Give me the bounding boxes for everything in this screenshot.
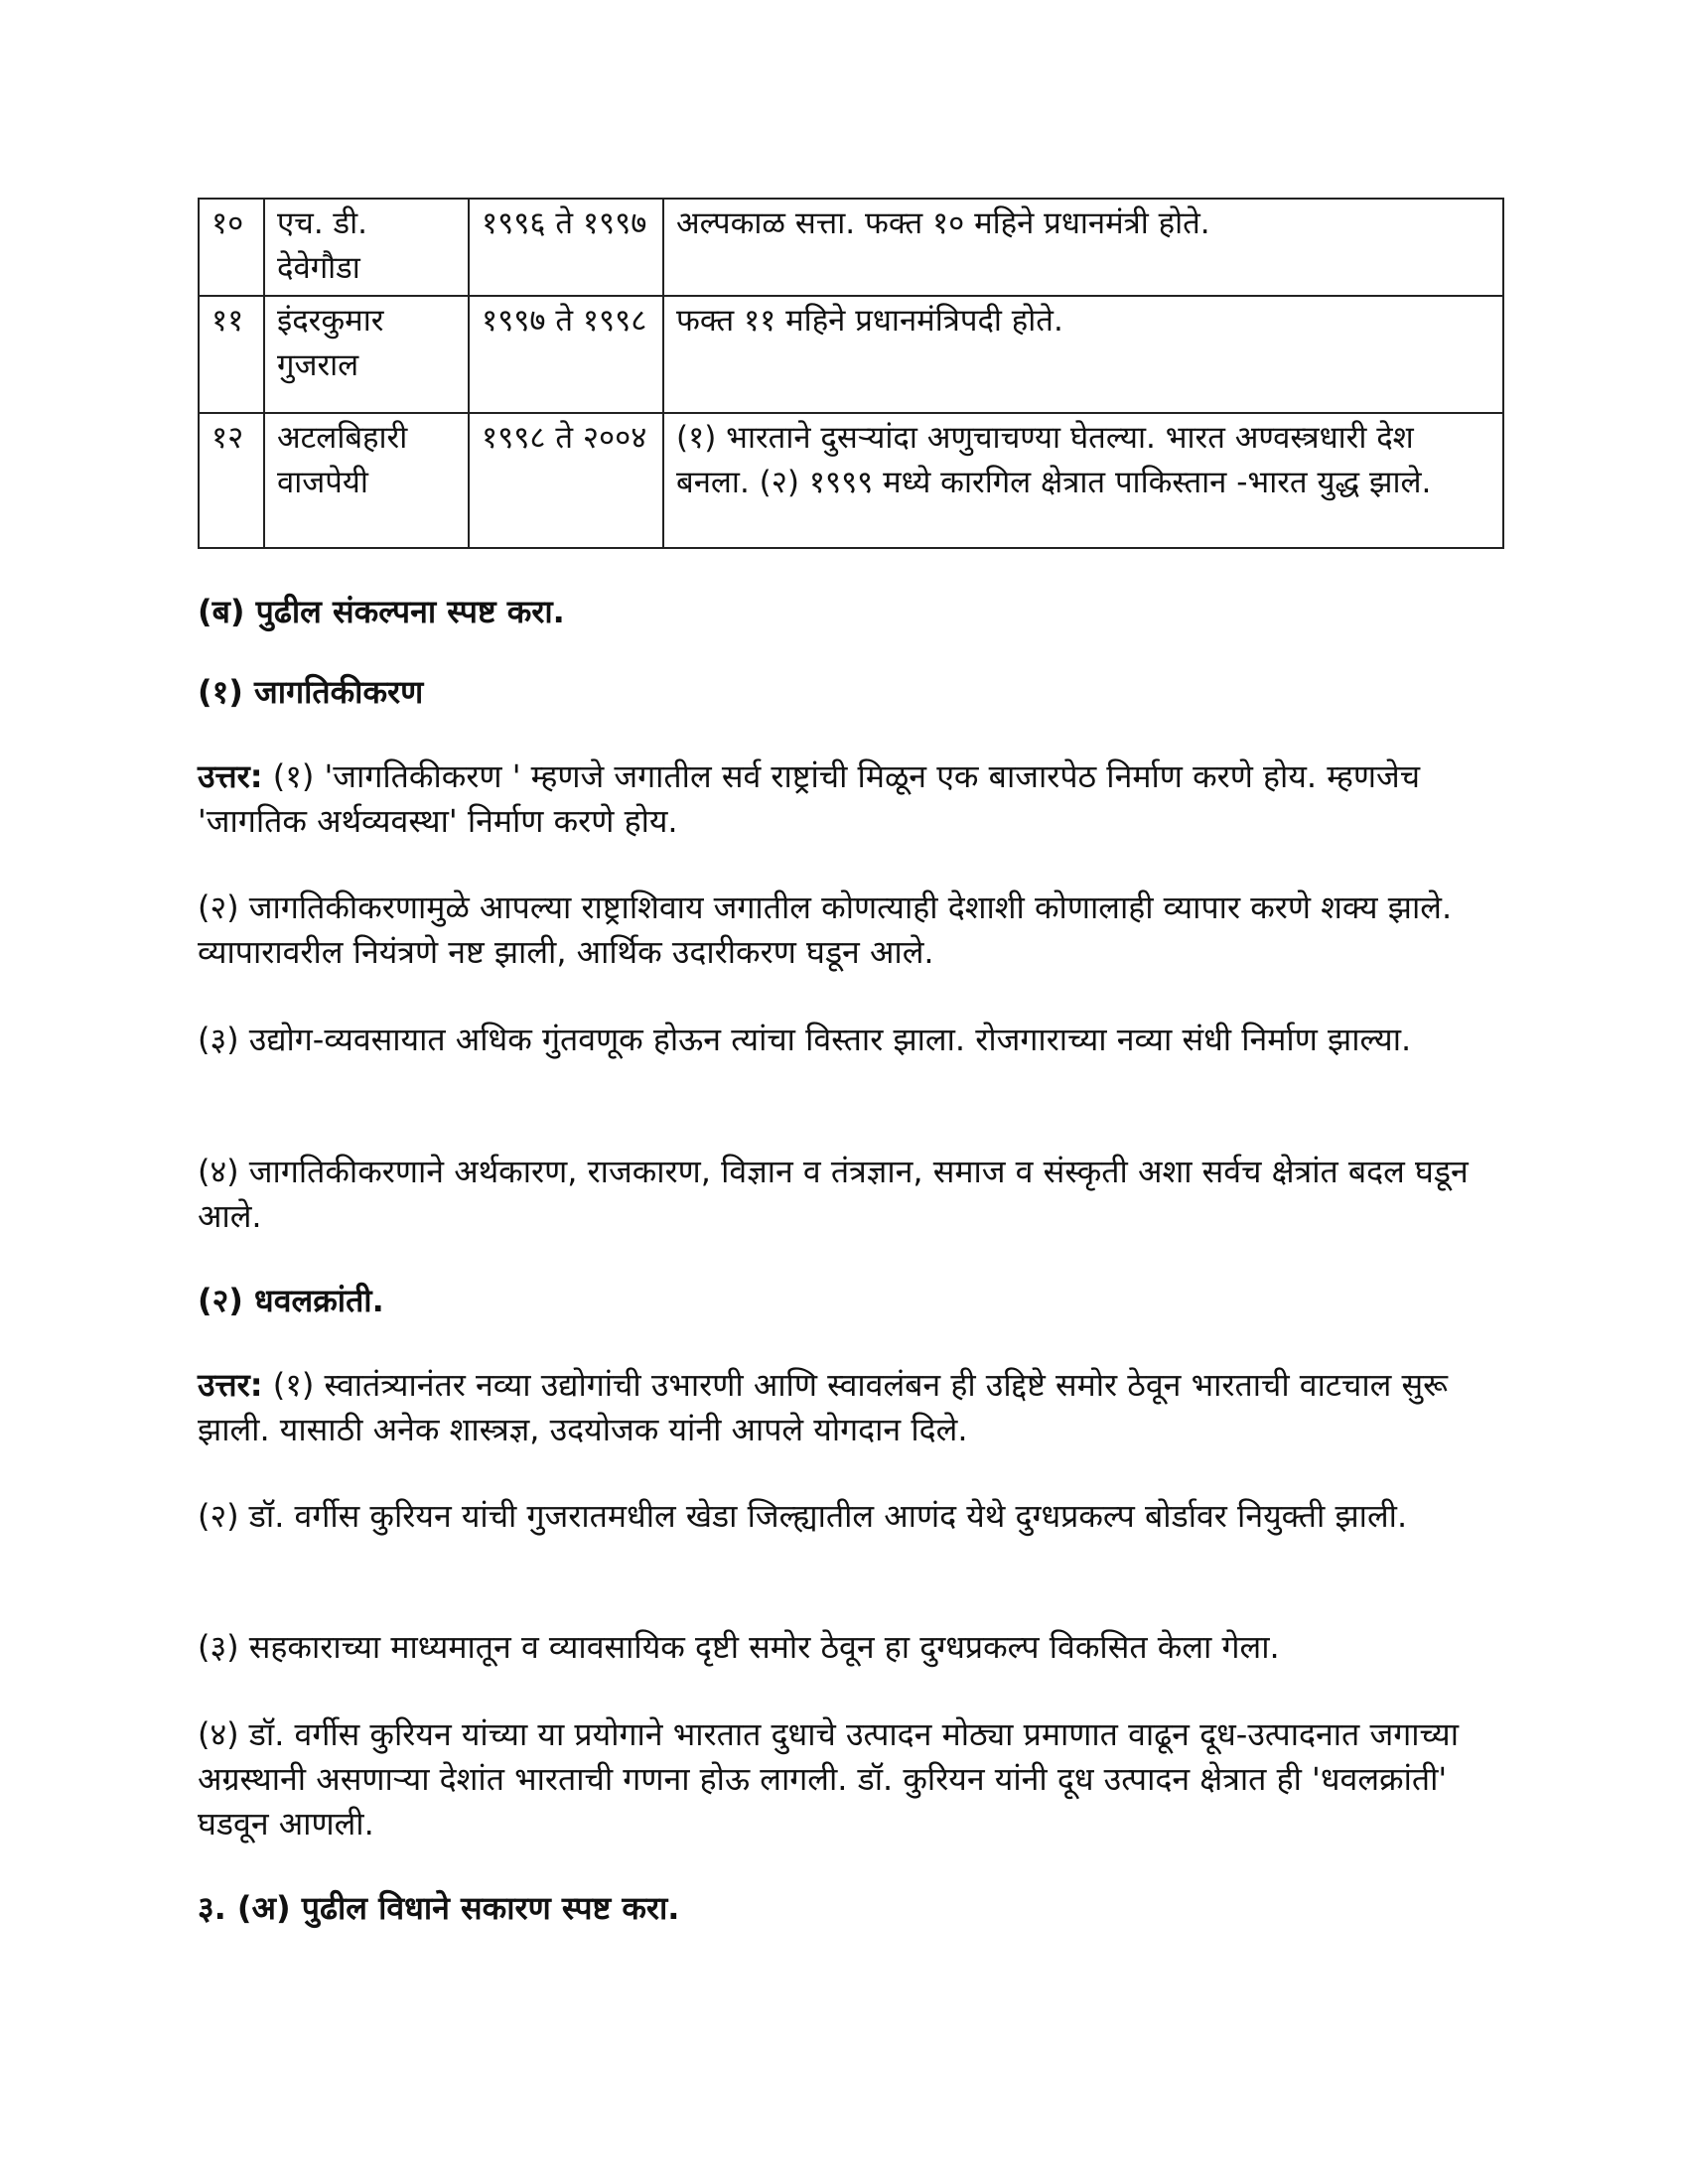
cell-period: १९९८ ते २००४ [469,413,663,548]
cell-number: ११ [199,296,264,413]
paragraph-text: (१) 'जागतिकीकरण ' म्हणजे जगातील सर्व राष्ट्रांची मिळून एक बाजारपेठ निर्माण करणे होय. म्हणजेच 'जागतिक अर्थव्यवस्था' निर्माण करणे होय. [198,757,1421,840]
cell-number: १० [199,199,264,296]
concept-1-paragraph-2: (२) जागतिकीकरणामुळे आपल्या राष्ट्राशिवाय जगातील कोणत्याही देशाशी कोणालाही व्यापार करणे शक्य झाले. व्यापारावरील नियंत्रणे नष्ट झाली, आर्थिक उदारीकरण घडून आले. [198,888,1453,971]
table-row [199,413,1503,548]
section-b-heading: (ब) पुढील संकल्पना स्पष्ट करा. [198,593,565,630]
concept-2-paragraph-2: (२) डॉ. वर्गीस कुरियन यांची गुजरातमधील खेडा जिल्ह्यातील आणंद येथे दुग्धप्रकल्प बोर्डावर नियुक्ती झाली. [198,1497,1408,1535]
cell-name: अटलबिहारी वाजपेयी [264,413,469,548]
concept-1-title: (१) जागतिकीकरण [198,673,424,711]
concept-1-paragraph-1 [198,754,1498,844]
concept-1-paragraph-3: (३) उद्योग-व्यवसायात अधिक गुंतवणूक होऊन त्यांचा विस्तार झाला. रोजगाराच्या नव्या संधी निर्माण झाल्या. [198,1021,1412,1058]
cell-period: १९९७ ते १९९८ [469,296,663,413]
concept-2-paragraph-3: (३) सहकाराच्या माध्यमातून व व्यावसायिक दृष्टी समोर ठेवून हा दुग्धप्रकल्प विकसित केला गेला. [198,1628,1280,1666]
answer-label: उत्तर: [198,757,263,795]
table-row [199,296,1503,413]
prime-ministers-table [198,198,1504,549]
concept-1-paragraph-4: (४) जागतिकीकरणाने अर्थकारण, राजकारण, विज्ञान व तंत्रज्ञान, समाज व संस्कृती अशा सर्वच क्षेत्रांत बदल घडून आले. [198,1153,1469,1235]
table-row [199,199,1503,296]
cell-name: एच. डी. देवेगौडा [264,199,469,296]
concept-2-paragraph-4: (४) डॉ. वर्गीस कुरियन यांच्या या प्रयोगाने भारतात दुधाचे उत्पादन मोठ्या प्रमाणात वाढून दूध-उत्पादनात जगाच्या अग्रस्थानी असणाऱ्या देशांत भारताची गणना होऊ लागली. डॉ. कुरियन यांनी दूध उत्पादन क्षेत्रात ही 'धवलक्रांती' घडवून आणली. [198,1715,1460,1843]
cell-note: अल्पकाळ सत्ता. फक्त १० महिने प्रधानमंत्री होते. [663,199,1503,296]
answer-label: उत्तर: [198,1366,263,1404]
concept-2-paragraph-1 [198,1363,1498,1452]
cell-number: १२ [199,413,264,548]
cell-note: (१) भारताने दुसऱ्यांदा अणुचाचण्या घेतल्या. भारत अण्वस्त्रधारी देश बनला. (२) १९९९ मध्ये कारगिल क्षेत्रात पाकिस्तान -भारत युद्ध झाले. [663,413,1503,548]
cell-name: इंदरकुमार गुजराल [264,296,469,413]
section-3-heading: ३. (अ) पुढील विधाने सकारण स्पष्ट करा. [198,1889,680,1927]
cell-period: १९९६ ते १९९७ [469,199,663,296]
concept-2-title: (२) धवलक्रांती. [198,1282,384,1319]
cell-note: फक्त ११ महिने प्रधानमंत्रिपदी होते. [663,296,1503,413]
paragraph-text: (१) स्वातंत्र्यानंतर नव्या उद्योगांची उभारणी आणि स्वावलंबन ही उद्दिष्टे समोर ठेवून भारताची वाटचाल सुरू झाली. यासाठी अनेक शास्त्रज्ञ, उदयोजक यांनी आपले योगदान दिले. [198,1366,1448,1448]
